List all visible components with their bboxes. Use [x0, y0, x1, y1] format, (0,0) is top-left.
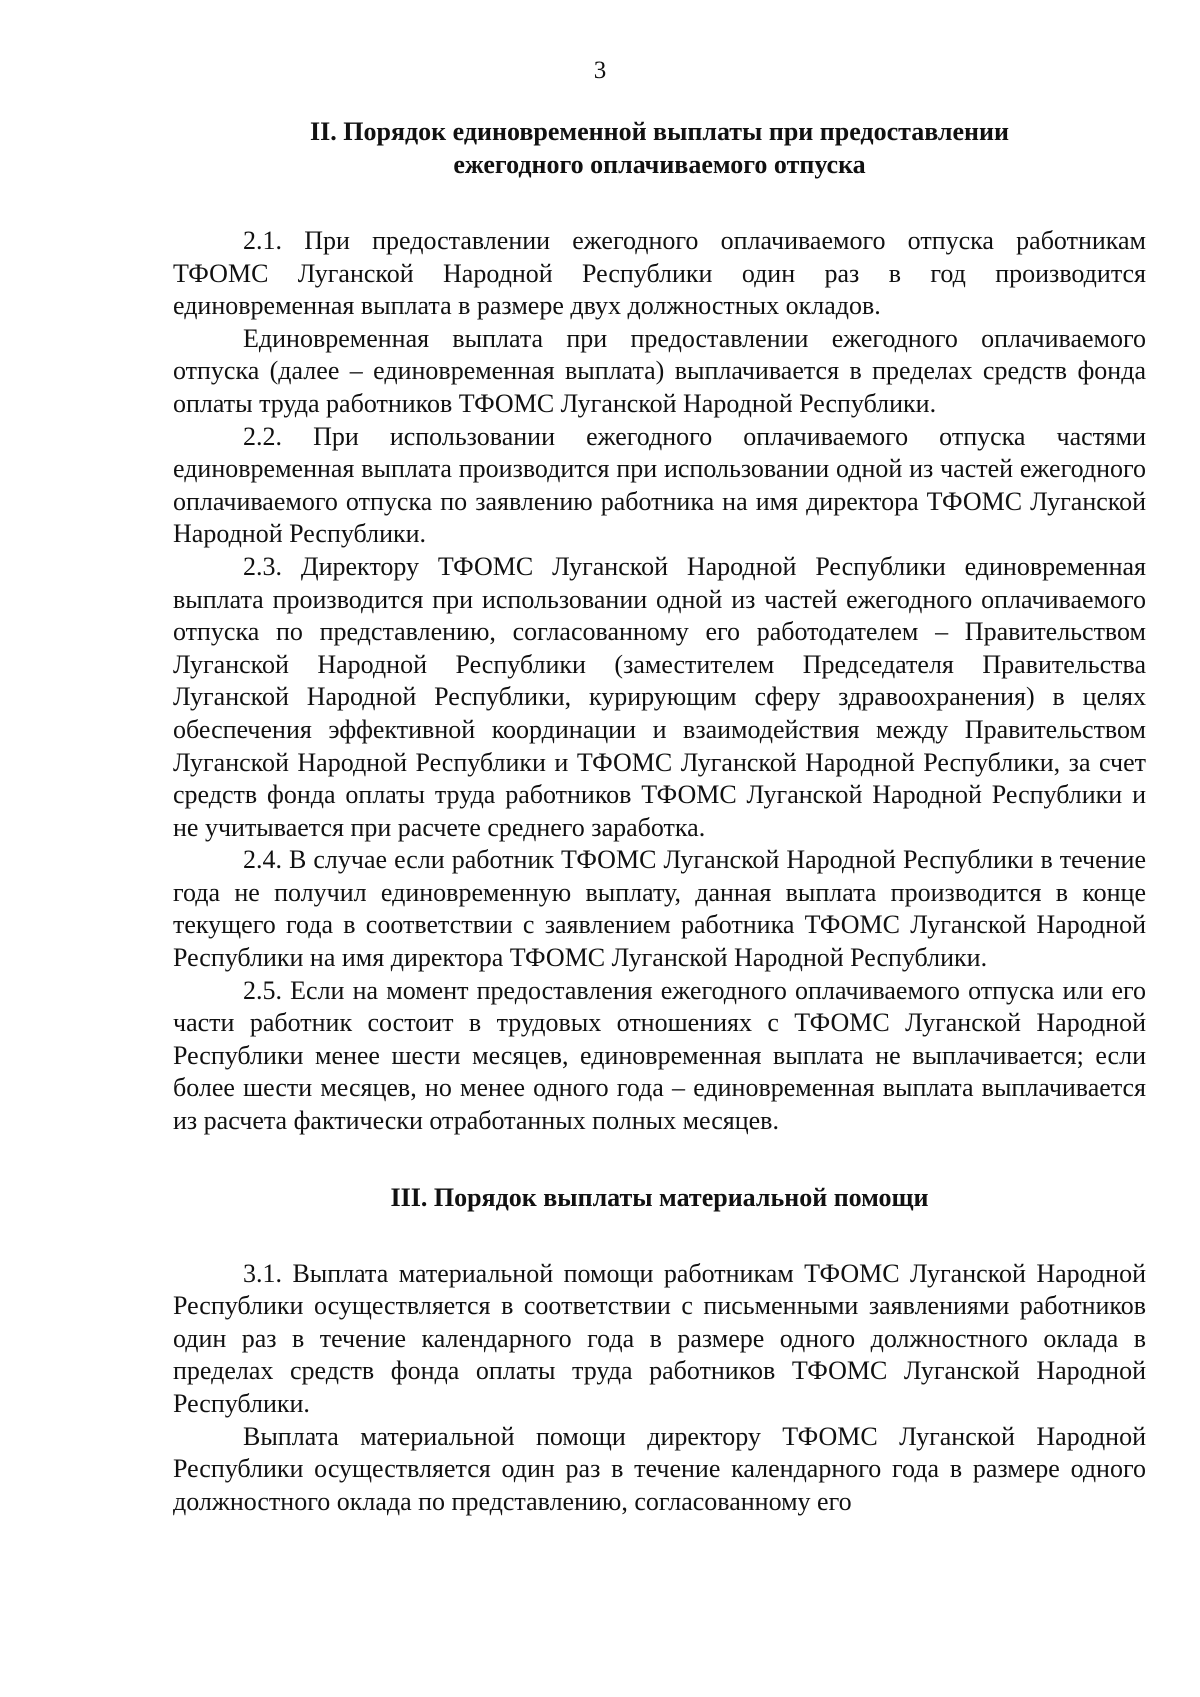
page-number: 3 [593, 57, 607, 84]
section-3-heading: III. Порядок выплаты материальной помощи [390, 1182, 929, 1212]
paragraph-3-1-continued: Выплата материальной помощи директору ТФОМС Луганской Народной Республики осуществляется один раз в течение календарного года в размере одного должностного оклада по представлению, согласованному его [173, 1421, 1146, 1516]
paragraph-2-5: 2.5. Если на момент предоставления ежегодного оплачиваемого отпуска или его части работник состоит в трудовых отношениях с ТФОМС Луганской Народной Республики менее шести месяцев, единовременная выплата не выплачивается; если более шести месяцев, но менее одного года – единовременная выплата выплачивается из расчета фактически отработанных полных месяцев. [173, 975, 1146, 1136]
paragraph-2-4: 2.4. В случае если работник ТФОМС Луганской Народной Республики в течение года не получил единовременную выплату, данная выплата производится в конце текущего года в соответствии с заявлением работника ТФОМС Луганской Народной Республики на имя директора ТФОМС Луганской Народной Республики. [173, 845, 1146, 973]
section-2-heading-line-1: II. Порядок единовременной выплаты при предоставлении [310, 117, 1009, 146]
paragraph-2-1-continued: Единовременная выплата при предоставлении ежегодного оплачиваемого отпуска (далее – единовременная выплата) выплачивается в пределах средств фонда оплаты труда работников ТФОМС Луганской Народной Республики. [173, 323, 1146, 418]
section-2-heading-line-2: ежегодного оплачиваемого отпуска [453, 150, 866, 179]
paragraph-2-3: 2.3. Директору ТФОМС Луганской Народной Республики единовременная выплата производится при использовании одной из частей ежегодного оплачиваемого отпуска по представлению, согласованному его работодателем – Правительством Луганской Народной Республики (заместителем Председателя Правительства Луганской Народной Республики, курирующим сферу здравоохранения) в целях обеспечения эффективной координации и взаимодействия между Правительством Луганской Народной Республики и ТФОМС Луганской Народной Республики, за счет средств фонда оплаты труда работников ТФОМС Луганской Народной Республики и не учитывается при расчете среднего заработка. [173, 551, 1146, 842]
paragraph-2-2: 2.2. При использовании ежегодного оплачиваемого отпуска частями единовременная выплата производится при использовании одной из частей ежегодного оплачиваемого отпуска по заявлению работника на имя директора ТФОМС Луганской Народной Республики. [173, 421, 1146, 549]
document-body [173, 115, 1146, 1518]
section-2-heading [173, 115, 1146, 181]
paragraph-2-1: 2.1. При предоставлении ежегодного оплачиваемого отпуска работникам ТФОМС Луганской Народной Республики один раз в год производится единовременная выплата в размере двух должностных окладов. [173, 226, 1146, 321]
paragraph-3-1: 3.1. Выплата материальной помощи работникам ТФОМС Луганской Народной Республики осуществляется в соответствии с письменными заявлениями работников один раз в течение календарного года в размере одного должностного оклада в пределах средств фонда оплаты труда работников ТФОМС Луганской Народной Республики. [173, 1258, 1146, 1418]
